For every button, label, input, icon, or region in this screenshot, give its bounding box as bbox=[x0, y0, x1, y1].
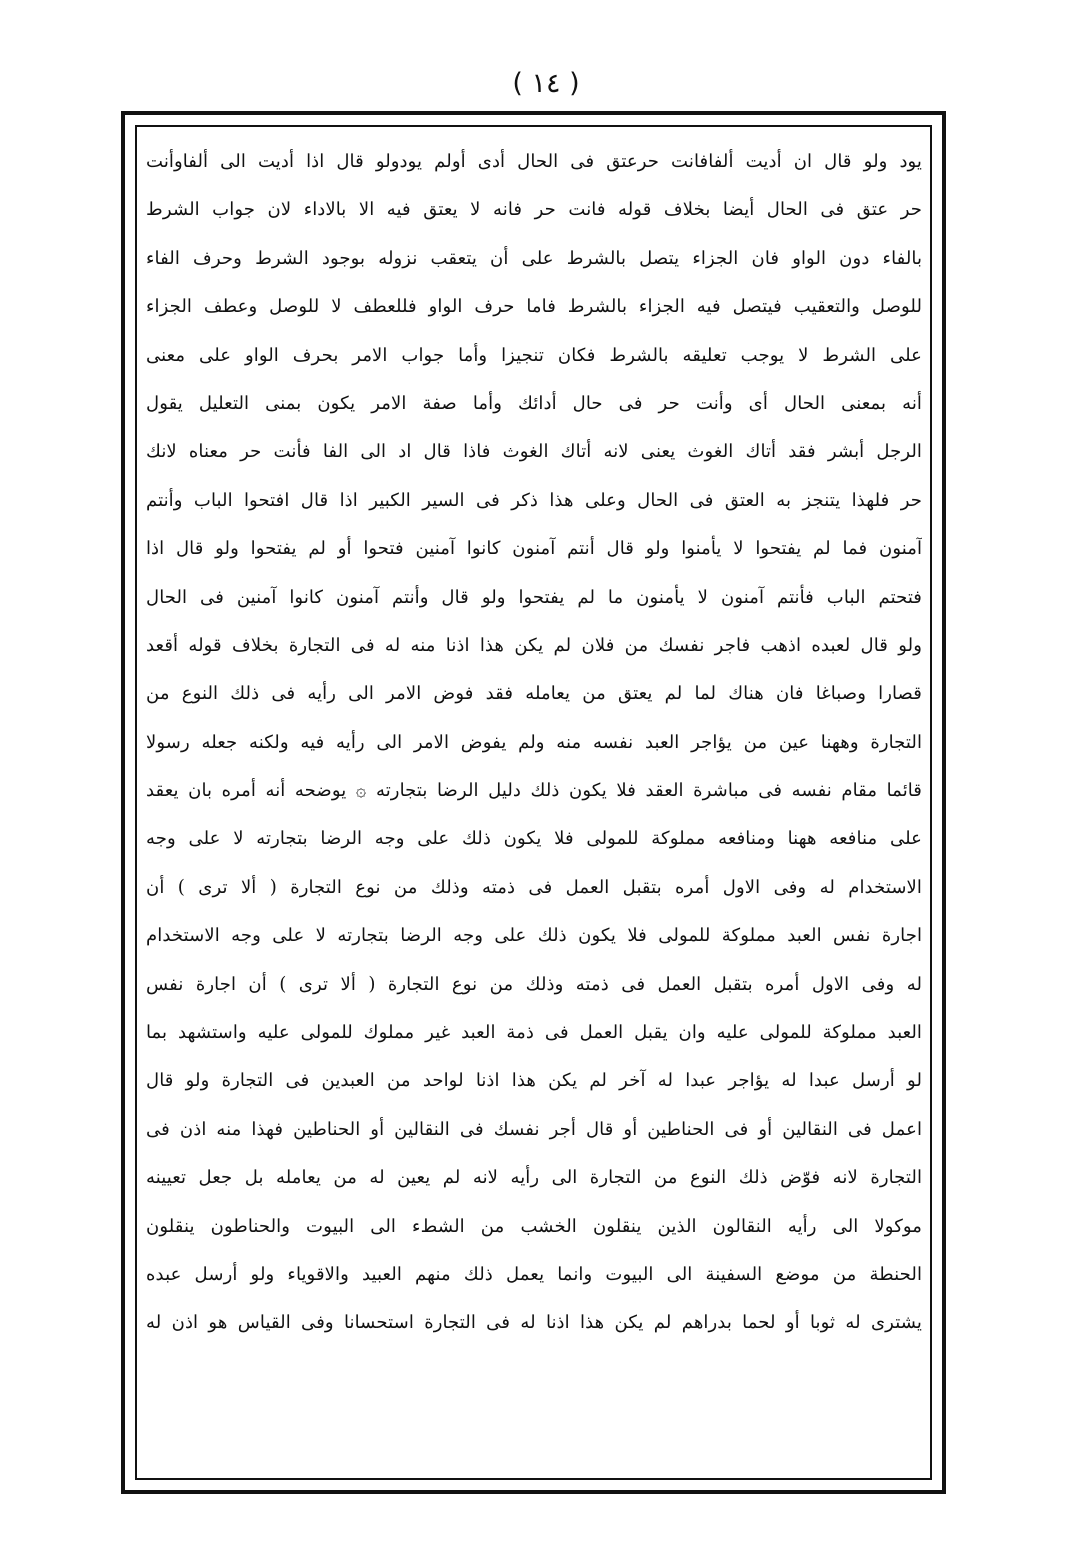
text-line: اعمل فى النقالين أو فى الحناطين أو قال أجر نفسك فى النقالين أو الحناطين فهذا منه اذن فى bbox=[146, 1118, 922, 1140]
text-line: موكولا الى رأيه النقالون الذين ينقلون الخشب من الشطء الى البيوت والحناطون ينقلون bbox=[146, 1215, 922, 1237]
text-line: التجارة لانه فوّض ذلك النوع من التجارة الى رأيه لانه لم يعين له من يعامله بل جعل تعيينه bbox=[146, 1167, 922, 1189]
text-line: له وفى الاول أمره بتقبل العمل فى ذمته وذلك من نوع التجارة ( ألا ترى ) أن اجارة نفس bbox=[146, 973, 922, 995]
text-line: التجارة وههنا عين من يؤاجر العبد نفسه منه ولم يفوض الامر الى رأيه فيه ولكنه جعله رسولا bbox=[146, 731, 922, 753]
text-line: العبد مملوكة للمولى عليه وان يقبل العمل فى ذمة العبد غير مملوك للمولى عليه واستشهد بما bbox=[146, 1022, 922, 1044]
text-line: على الشرط لا يوجب تعليقه بالشرط فكان تنجيزا وأما جواب الامر بحرف الواو على معنى bbox=[146, 344, 922, 366]
text-line: اجارة نفس العبد مملوكة للمولى فلا يكون ذلك على وجه الرضا بتجارته لا على وجه الاستخدام bbox=[146, 925, 922, 947]
text-line: الرجل أبشر فقد أتاك الغوث يعنى لانه أتاك الغوث فاذا قال اد الى الفا فأنت حر معناه لانك bbox=[146, 441, 922, 463]
text-line: قصارا وصباغا فان هناك لما لم يعتق من يعامله فقد فوض الامر الى رأيه فى ذلك النوع من bbox=[146, 683, 922, 705]
text-line: بالفاء دون الواو فان الجزاء يتصل بالشرط على أن يتعقب نزوله بوجود الشرط وحرف الفاء bbox=[146, 247, 922, 269]
page-number: ( ١٤ ) bbox=[512, 68, 580, 99]
text-line: فتحتم الباب فأنتم آمنون لا يأمنون ما لم يفتحوا ولو قال وأنتم آمنون كانوا آمنين فى الحال bbox=[146, 586, 922, 608]
text-line: على منافعه ههنا ومنافعه مملوكة للمولى فلا يكون ذلك على وجه الرضا بتجارته لا على وجه bbox=[146, 828, 922, 850]
text-line: الاستخدام له وفى الاول أمره بتقبل العمل فى ذمته وذلك من نوع التجارة ( ألا ترى ) أن bbox=[146, 876, 922, 898]
text-line: ولو قال لعبده اذهب فاجر نفسك من فلان لم يكن هذا اذنا منه له فى التجارة بخلاف قوله أقعد bbox=[146, 634, 922, 656]
text-line: لو أرسل عبدا له يؤاجر عبدا له آخر لم يكن هذا اذنا لواحد من العبدين فى التجارة ولو قال bbox=[146, 1070, 922, 1092]
text-line: يود ولو قال ان أديت ألفافانت حرعتق فى الحال أدى أولم يودولو قال اذا أديت الى ألفاوأنت bbox=[146, 151, 922, 172]
text-line: قائما مقام نفسه فى مباشرة العقد فلا يكون ذلك دليل الرضا بتجارته ۞ يوضحه أنه أمره بان يعقد bbox=[146, 780, 922, 802]
text-line: حر فلهذا يتنجز به العتق فى الحال وعلى هذا ذكر فى السير الكبير اذا قال افتحوا الباب وأنتم bbox=[146, 489, 922, 511]
text-line: آمنون فما لم يفتحوا لا يأمنوا ولو قال أنتم آمنون كانوا آمنين فتحوا أو لم يفتحوا ولو قال اذا bbox=[146, 538, 922, 560]
text-line: الحنطة من موضع السفينة الى البيوت وانما يعمل ذلك منهم العبيد والاقوياء ولو أرسل عبده bbox=[146, 1263, 922, 1285]
text-line: أنه بمعنى الحال أى وأنت حر فى حال أدائك وأما صفة الامر يكون بمنى التعليل يقول bbox=[146, 392, 922, 414]
text-line: حر عتق فى الحال أيضا بخلاف قوله فانت حر فانه لا يعتق فيه الا بالاداء لان جواب الشرط bbox=[146, 199, 922, 221]
text-line: يشترى له ثوبا أو لحما بدراهم لم يكن هذا اذنا له فى التجارة استحسانا وفى القياس هو اذن له bbox=[146, 1312, 922, 1334]
text-line: للوصل والتعقيب فيتصل فيه الجزاء بالشرط فاما حرف الواو فللعطف لا للوصل وعطف الجزاء bbox=[146, 296, 922, 318]
body-text bbox=[146, 138, 922, 1348]
